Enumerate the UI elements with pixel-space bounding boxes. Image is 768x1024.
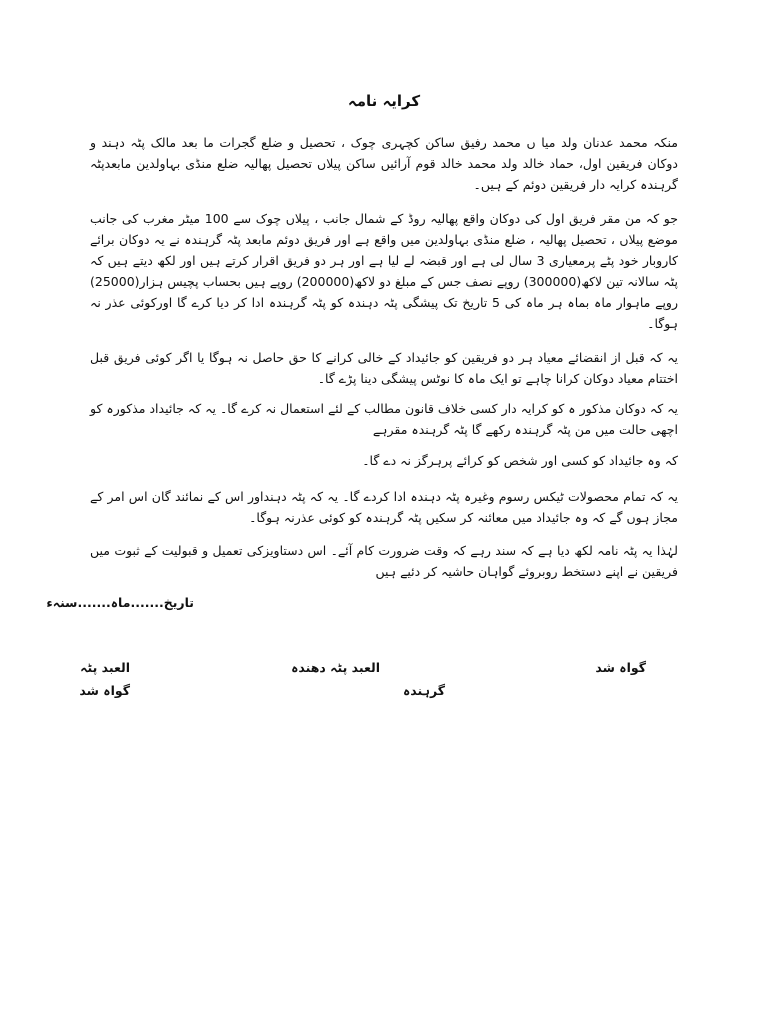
document-title: کرایہ نامہ [347,92,421,110]
paragraph-usage: یہ کہ دوکان مذکور ہ کو کرایہ دار کسی خلاف قانون مطالب کے لئے استعمال نہ کرے گا۔ یہ کہ جائیداد مذکورہ کو اچھی حالت میں من پٹہ گرہندہ رکھے گا پٹہ گرہندہ مقرہے [90,401,678,437]
witness-right-label: گواہ شد [595,660,646,675]
paragraph-parties: منکہ محمد عدنان ولد میا ں محمد رفیق ساکن کچہری چوک ، تحصیل و ضلع گجرات ما بعد مالک پٹہ دہند و دوکان فریقین اول، حماد خالد ولد محمد خالد قوم آرائیں ساکن پیلاں تحصیل پھالیہ ضلع منڈی بہاولدین مابعدپٹہ گرہندہ کرایہ دار فریقین دوئم کے ہیں۔ [90,135,678,192]
lessee-signature-label: العبد پٹہ [80,660,130,675]
paragraph-subletting: کہ وہ جائیداد کو کسی اور شخص کو کرائے پرہرگز نہ دے گا۔ [362,453,678,468]
lessee-role-label: گرہندہ [402,683,445,698]
witness-left-label: گواہ شد [79,683,130,698]
paragraph-taxes: یہ کہ تمام محصولات ٹیکس رسوم وغیرہ پٹہ دہندہ ادا کردے گا۔ یہ کہ پٹہ دہنداور اس کے نمائند گان اس امر کے مجاز ہوں گے کہ وہ جائیداد میں معائنہ کر سکیں پٹہ گرہندہ کو کوئی عذرنہ ہوگا۔ [90,489,678,525]
paragraph-closing: لہٰذا یہ پٹہ نامہ لکھ دیا ہے کہ سند رہے کہ وقت ضرورت کام آئے۔ اس دستاویزکی تعمیل و قبولیت کے ثبوت میں فریقین نے اپنے دستخط روبروئے گواہان حاشیہ کر دئیے ہیں [90,543,678,579]
lessor-signature-label: العبد پٹہ دھندہ [291,660,380,675]
paragraph-notice: یہ کہ قبل از انقضائے معیاد ہر دو فریقین کو جائیداد کے خالی کرانے کا حق حاصل نہ ہوگا یا اگر کوئی فریق قبل اختتام معیاد دوکان کرانا چاہے تو ایک ماہ کا نوٹس پیشگی دینا پڑے گا۔ [90,350,678,386]
date-line: تاریخ.......ماہ.......سنہء [46,595,194,610]
paragraph-property-terms: جو کہ من مقر فریق اول کی دوکان واقع پھالیہ روڈ کے شمال جانب ، پیلاں چوک سے 100 میٹر مغرب کی جانب موضع پیلاں ، تحصیل پھالیہ ، ضلع منڈی بہاولدین میں واقع ہے اور فریق دوئم مابعد پٹہ گرہندہ نے یہ دوکان برائے کاروبار خود پٹے پرمعیاری 3 سال لی ہے اور قبضہ لے لیا ہے اور ہر دو فریق اقرار کرتے ہیں اور لکھ دیتے ہیں کہ پٹہ سالانہ تین لاکھ(300000) روپے نصف جس کے مبلغ دو لاکھ(200000) روپے ہیں بحساب پچیس ہزار(25000) روپے ماہوار ماہ بماہ ہر ماہ کی 5 تاریخ تک پیشگی پٹہ دہندہ کو پٹہ گرہندہ ادا کر دیا کرے گا اورکوئی عذر نہ ہوگا۔ [90,211,678,331]
